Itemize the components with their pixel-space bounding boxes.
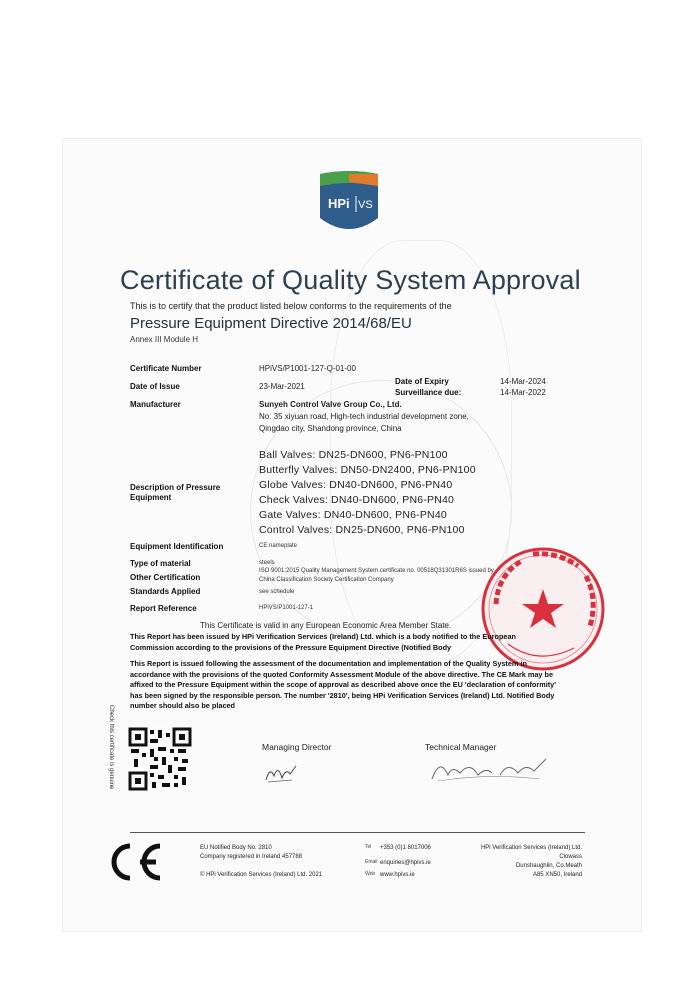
intro-text: This is to certify that the product listed below conforms to the requirements of the [130, 301, 452, 311]
equipment-list-item: Gate Valves: DN40-DN600, PN6-PN40 [259, 509, 447, 521]
technical-manager-title: Technical Manager [425, 742, 497, 752]
standards-applied-value: see schedule [259, 589, 295, 595]
equipment-list-item: Globe Valves: DN40-DN600, PN6-PN40 [259, 479, 453, 491]
manufacturer-name: Sunyeh Control Valve Group Co., Ltd. [259, 400, 402, 409]
directive-title: Pressure Equipment Directive 2014/68/EU [130, 315, 412, 332]
equipment-identification-value: CE nameplate [259, 543, 298, 549]
verification-qr-code[interactable] [128, 727, 192, 791]
technical-manager-signature [430, 755, 550, 788]
manufacturer-label: Manufacturer [130, 400, 181, 409]
validity-statement: This Certificate is valid in any European Economic Area Member State. [200, 621, 452, 630]
report-reference-label: Report Reference [130, 604, 197, 613]
certificate-number-value: HPiVS/P1001-127-Q-01-00 [259, 364, 356, 373]
equipment-list-item: Butterfly Valves: DN50-DN2400, PN6-PN100 [259, 464, 476, 476]
managing-director-signature [262, 760, 302, 791]
company-seal-stamp [478, 544, 608, 674]
certificate-title: Certificate of Quality System Approval [120, 265, 581, 295]
notified-body-paragraph: This Report has been issued by HPi Verification Services (Ireland) Ltd. which is a body notified to the European Commission according to the provisions of the Pressure Equipment Directive (Notified Body [130, 632, 516, 652]
website-link[interactable]: www.hpivs.ie [380, 872, 415, 878]
equipment-list-item: Check Valves: DN40-DN600, PN6-PN40 [259, 494, 455, 506]
company-registration: Company registered in Ireland 457788 [200, 854, 303, 860]
surveillance-label: Surveillance due: [395, 388, 462, 397]
other-certification-line-1: ISO 9001:2015 Quality Management System certificate no. 00518Q31301R6S issued by [259, 568, 494, 574]
manufacturer-address-line-1: No. 35 xiyuan road, High-tech industrial development zone, [259, 412, 469, 421]
other-certification-line-2: China Classification Society Certification Company [259, 577, 394, 583]
footer-divider [130, 832, 585, 833]
logo-vs-text: VS [358, 199, 373, 211]
certificate-number-label: Certificate Number [130, 364, 202, 373]
other-certification-label: Other Certification [130, 573, 201, 582]
description-label-line-1: Description of Pressure [130, 483, 221, 492]
phone-number: +353 (0)1 8017006 [380, 845, 431, 851]
date-of-issue-value: 23-Mar-2021 [259, 382, 305, 391]
annex-text: Annex III Module H [130, 335, 199, 344]
address-line-4: A85 XN50, Ireland [532, 872, 582, 878]
description-label-line-2: Equipment [130, 493, 172, 502]
equipment-list-item: Control Valves: DN25-DN600, PN6-PN100 [259, 524, 465, 536]
manufacturer-address-line-2: Qingdao city, Shandong province, China [259, 424, 402, 433]
assessment-paragraph: This Report is issued following the assessment of the documentation and implementation of the Quality System in accordance with the provisions of the quoted Conformity Assessment Module of the above directive. The CE Mark may be affixed to the Pressure Equipment within the scope of approval as described above once the EU 'declaration of conformity' has been signed by the responsible person. The number '2810', being HPi Verification Services (Ireland) Ltd. Notified Body number should also be placed [130, 659, 556, 710]
standards-applied-label: Standards Applied [130, 587, 201, 596]
web-label: Web [365, 871, 376, 877]
check-genuine-text: Check this certificate is genuine [108, 705, 114, 790]
material-label: Type of material [130, 559, 191, 568]
logo-hpi-text: HPi [328, 196, 350, 211]
date-of-expiry-label: Date of Expiry [395, 377, 449, 386]
address-line-2: Clowass [559, 854, 582, 860]
material-value: steels [259, 560, 275, 566]
equipment-list-item: Ball Valves: DN25-DN600, PN6-PN100 [259, 449, 448, 461]
phone-label: Tel [365, 844, 372, 850]
ce-mark [104, 842, 164, 882]
hpivs-logo [318, 170, 380, 236]
copyright-text: © HPi Verification Services (Ireland) Ltd. 2021 [200, 872, 323, 878]
address-line-3: Dunshaughlin, Co.Meath [515, 863, 582, 869]
managing-director-title: Managing Director [262, 742, 332, 752]
address-line-1: HPi Verification Services (Ireland) Ltd. [480, 845, 582, 851]
date-of-issue-label: Date of Issue [130, 382, 180, 391]
surveillance-value: 14-Mar-2022 [500, 388, 546, 397]
report-reference-value: HPiVS/P1001-127-1 [259, 605, 314, 611]
email-label: Email [365, 859, 378, 865]
email-link[interactable]: enquiries@hpivs.ie [380, 860, 431, 866]
date-of-expiry-value: 14-Mar-2024 [500, 377, 546, 386]
notified-body-number: EU Notified Body No. 2810 [200, 845, 272, 851]
equipment-identification-label: Equipment Identification [130, 542, 224, 551]
